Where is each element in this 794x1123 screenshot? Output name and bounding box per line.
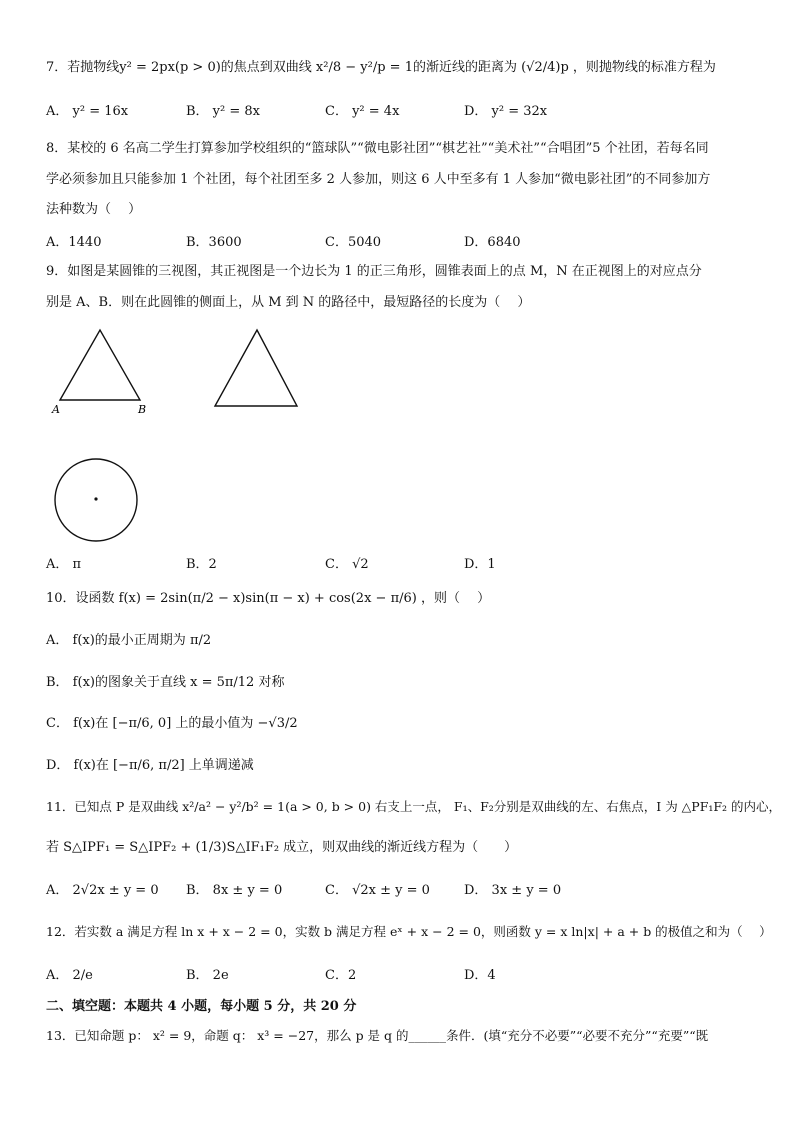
q11-options <box>46 879 746 899</box>
q9-option-d: D．1 <box>464 557 496 572</box>
q12-option-d: D．4 <box>464 968 496 983</box>
q8-option-b: B．3600 <box>186 235 242 250</box>
point-a-label: A <box>52 403 60 416</box>
q10-option-d: D． f(x)在 [−π/6, π/2] 上单调递减 <box>46 758 254 773</box>
q9-option-b: B．2 <box>186 557 217 572</box>
q8-option-c: C．5040 <box>325 235 382 250</box>
q10-stem: 10．设函数 f(x) = 2sin(π/2 − x)sin(π − x) + cos(2x − π/6) ，则（ ） <box>46 591 491 606</box>
q8-stem-line2: 学必须参加且只能参加 1 个社团，每个社团至多 2 人参加，则这 6 人中至多有 1 人参加“微电影社团”的不同参加方 <box>46 172 711 187</box>
q9-stem-line1: 9．如图是某圆锥的三视图，其正视图是一个边长为 1 的正三角形，圆锥表面上的点 M，N 在正视图上的对应点分 <box>46 264 702 279</box>
q9-stem-line2: 别是 A、B．则在此圆锥的侧面上，从 M 到 N 的路径中，最短路径的长度为（ ） <box>46 295 531 310</box>
q13-stem: 13．已知命题 p： x² = 9，命题 q： x³ = −27，那么 p 是 q 的______条件．(填“充分不必要”“必要不充分”“充要”“既 <box>46 1028 709 1043</box>
top-view-center-dot <box>94 497 97 500</box>
q11-option-d: D． 3x ± y = 0 <box>464 883 562 898</box>
q10-option-b: B． f(x)的图象关于直线 x = 5π/12 对称 <box>46 675 285 690</box>
q7-option-c: C． y² = 4x <box>325 104 400 119</box>
q12-options <box>46 964 746 984</box>
q11-stem-line1: 11．已知点 P 是双曲线 x²/a² − y²/b² = 1(a > 0, b > 0) 右支上一点， F₁、F₂分别是双曲线的左、右焦点，I 为 △PF₁F₂ 的内心， <box>46 799 782 814</box>
q8-stem-line3: 法种数为（ ） <box>46 202 142 217</box>
q11-option-a: A． 2√2x ± y = 0 <box>46 883 159 898</box>
q9-options <box>46 553 746 573</box>
q7-option-a: A． y² = 16x <box>46 104 129 119</box>
q9-option-c: C． √2 <box>325 557 369 572</box>
q7-stem: 7．若抛物线y² = 2px(p > 0)的焦点到双曲线 x²/8 − y²/p = 1的渐近线的距离为 (√2/4)p ，则抛物线的标准方程为 <box>46 60 716 75</box>
q11-option-c: C． √2x ± y = 0 <box>325 883 430 898</box>
q12-option-b: B． 2e <box>186 968 229 983</box>
q8-option-a: A．1440 <box>46 235 102 250</box>
q8-stem-line1: 8．某校的 6 名高二学生打算参加学校组织的“篮球队”“微电影社团”“棋艺社”“美术社”“合唱团”5 个社团，若每名同 <box>46 141 709 156</box>
q12-option-a: A． 2/e <box>46 968 93 983</box>
section-2-heading: 二、填空题：本题共 4 小题，每小题 5 分，共 20 分 <box>46 999 357 1014</box>
q12-stem: 12．若实数 a 满足方程 ln x + x − 2 = 0，实数 b 满足方程 eˣ + x − 2 = 0，则函数 y = x ln|x| + a + b 的极值之和为（ ） <box>46 924 772 939</box>
q10-option-c: C． f(x)在 [−π/6, 0] 上的最小值为 −√3/2 <box>46 716 298 731</box>
q11-stem-line2: 若 S△IPF₁ = S△IPF₂ + (1/3)S△IF₁F₂ 成立，则双曲线的渐近线方程为（ ） <box>46 840 518 855</box>
side-view-triangle <box>215 330 297 406</box>
q7-option-d: D． y² = 32x <box>464 104 548 119</box>
q7-option-b: B． y² = 8x <box>186 104 261 119</box>
front-view-triangle <box>60 330 140 400</box>
q11-option-b: B． 8x ± y = 0 <box>186 883 283 898</box>
q9-option-a: A． π <box>46 557 82 572</box>
point-b-label: B <box>138 403 147 416</box>
q8-option-d: D．6840 <box>464 235 521 250</box>
q10-option-a: A． f(x)的最小正周期为 π/2 <box>46 633 212 648</box>
q12-option-c: C．2 <box>325 968 357 983</box>
